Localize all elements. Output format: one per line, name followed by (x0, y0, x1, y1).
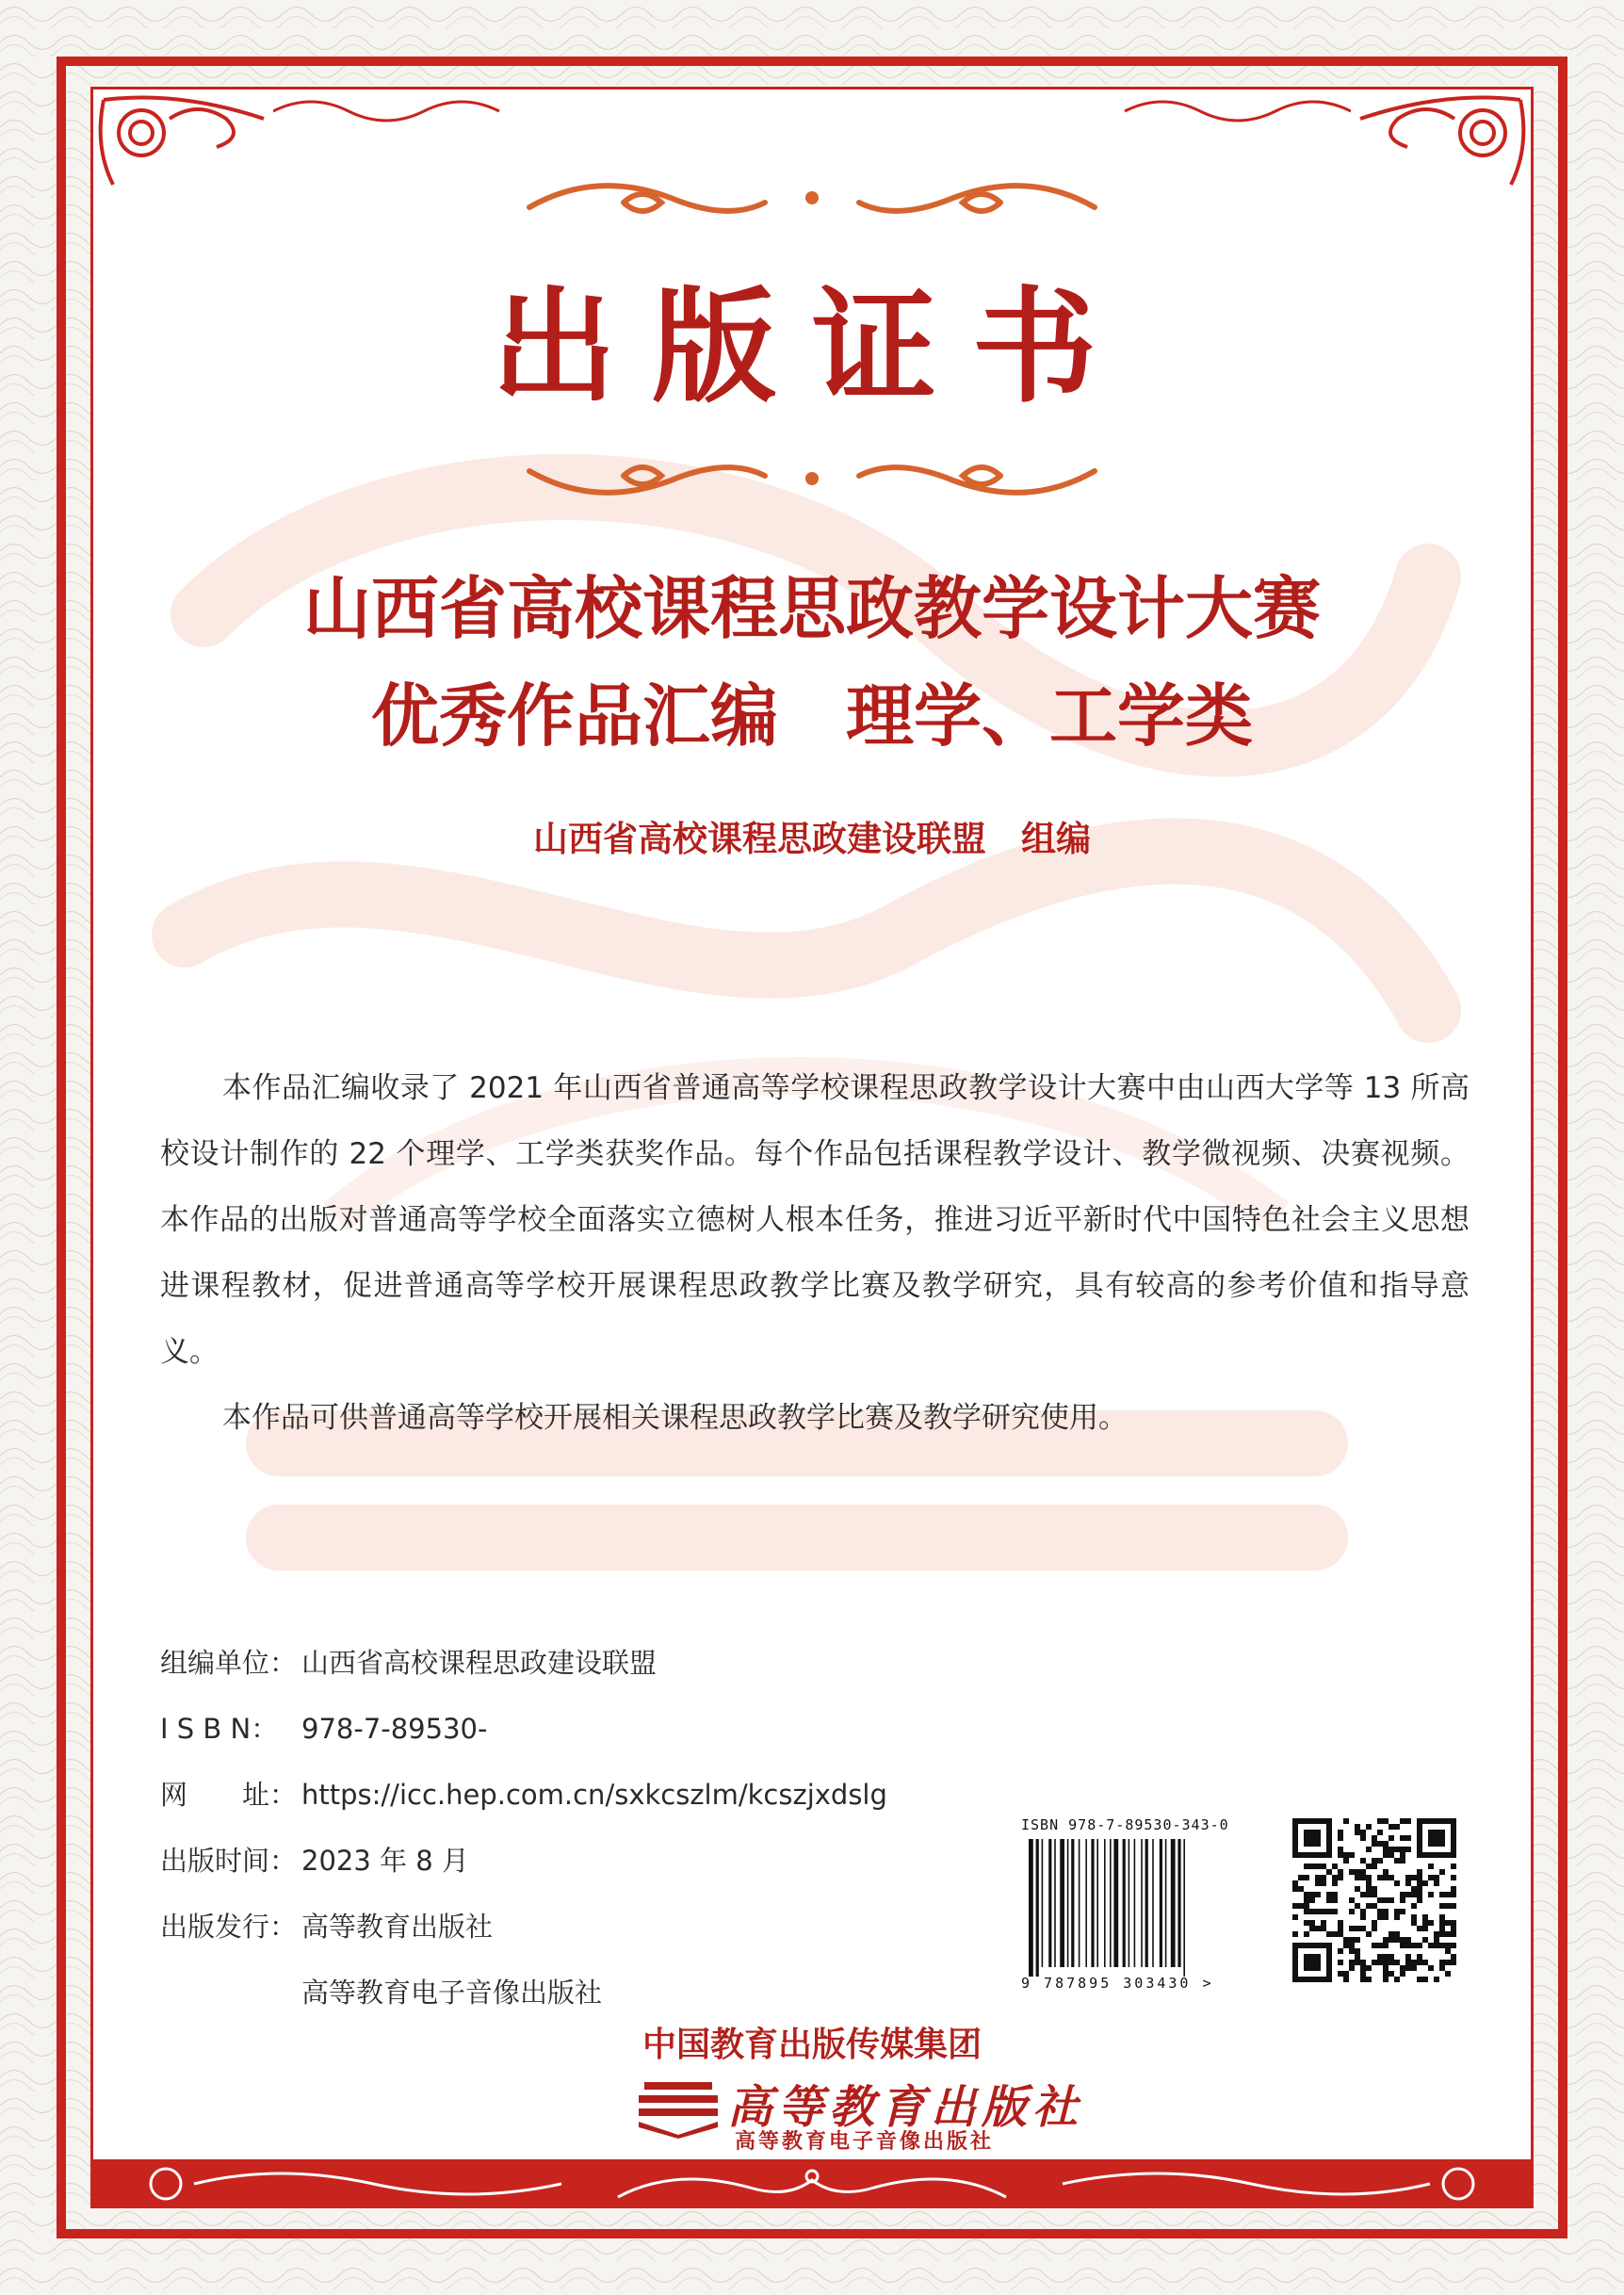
publisher-logo-icon (631, 2073, 725, 2139)
title-scroll-ornament-top (520, 170, 1104, 236)
info-row-publisher (160, 1894, 887, 1960)
publisher-subtitle: 高等教育电子音像出版社 (735, 2130, 995, 2154)
publisher-calligraphy: 高等教育出版社 (727, 2081, 1084, 2134)
description-paragraph-1: 本作品汇编收录了 2021 年山西省普通高等学校课程思政教学设计大赛中由山西大学等 13 所高校设计制作的 22 个理学、工学类获奖作品。每个作品包括课程教学设计、教学微视频、决赛视频。本作品的出版对普通高等学校全面落实立德树人根本任务，推进习近平新时代中国特色社会主义思想进课程教材，促进普通高等学校开展课程思政教学比赛及教学研究，具有较高的参考价值和指导意义。 (160, 1071, 1470, 1369)
book-title-line-1: 山西省高校课程思政教学设计大赛 (302, 568, 1321, 648)
barcode-digits: 9 787895 303430 > (1021, 1975, 1214, 1992)
date-value: 2023 年 8 月 (301, 1845, 469, 1877)
title-scroll-ornament-bottom (520, 443, 1104, 509)
info-row-url (160, 1762, 887, 1828)
org-value: 山西省高校课程思政建设联盟 (301, 1647, 658, 1679)
top-border-ornament (273, 92, 1351, 130)
publisher-label: 出版发行： (160, 1911, 298, 1943)
publisher-value-2: 高等教育电子音像出版社 (301, 1977, 603, 2009)
date-label: 出版时间： (160, 1845, 298, 1877)
info-row-date (160, 1828, 887, 1894)
group-name: 中国教育出版传媒集团 (641, 2026, 982, 2064)
publication-info (160, 1630, 887, 2026)
corner-ornament-top-right (1351, 90, 1530, 194)
info-row-isbn (160, 1696, 887, 1762)
book-title-line-2: 优秀作品汇编 理学、工学类 (370, 675, 1253, 756)
publisher-value-1: 高等教育出版社 (301, 1911, 494, 1943)
isbn-label: I S B N： (160, 1713, 279, 1745)
description-block (160, 1055, 1470, 1451)
isbn-value: 978-7-89530- (301, 1713, 488, 1745)
description-paragraph-2: 本作品可供普通高等学校开展相关课程思政教学比赛及教学研究使用。 (222, 1401, 1128, 1435)
url-value[interactable]: https://icc.hep.com.cn/sxkcszlm/kcszjxdslg (301, 1779, 887, 1811)
info-row-org (160, 1630, 887, 1696)
bottom-ornament-band (90, 2159, 1534, 2208)
qr-code[interactable] (1292, 1818, 1456, 1982)
isbn-barcode (1021, 1815, 1251, 1994)
url-label: 网 址： (160, 1779, 298, 1811)
org-label: 组编单位： (160, 1647, 298, 1679)
certificate-title: 出版证书 (492, 274, 1132, 420)
barcode-isbn-text: ISBN 978-7-89530-343-0 (1021, 1816, 1229, 1833)
editor-line: 山西省高校课程思政建设联盟 组编 (533, 818, 1091, 859)
info-row-publisher-2 (160, 1960, 887, 2026)
corner-ornament-top-left (94, 90, 273, 194)
